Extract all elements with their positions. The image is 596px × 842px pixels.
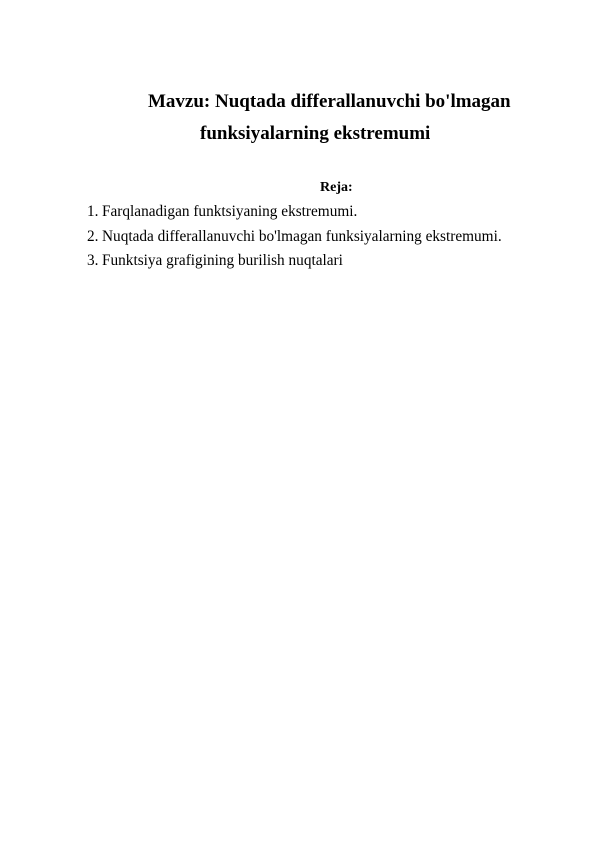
plan-item-number: 3. [87,252,99,269]
plan-item-text: Funktsiya grafigining burilish nuqtalari [102,252,343,269]
plan-item-text: Farqlanadigan funktsiyaning ekstremumi. [102,203,358,220]
plan-item-2 [87,228,502,253]
document-title-line-1: Mavzu: Nuqtada differallanuvchi bo'lmagan [148,91,511,112]
plan-item-text: Nuqtada differallanuvchi bo'lmagan funksiyalarning ekstremumi. [102,227,502,245]
plan-heading: Reja: [320,180,353,195]
document-title-line-2: funksiyalarning ekstremumi [200,123,431,144]
plan-item-number: 2. [87,227,99,245]
plan-item-3 [87,252,502,277]
plan-item-number: 1. [87,203,99,220]
plan-list [87,203,502,277]
plan-item-1 [87,203,502,228]
